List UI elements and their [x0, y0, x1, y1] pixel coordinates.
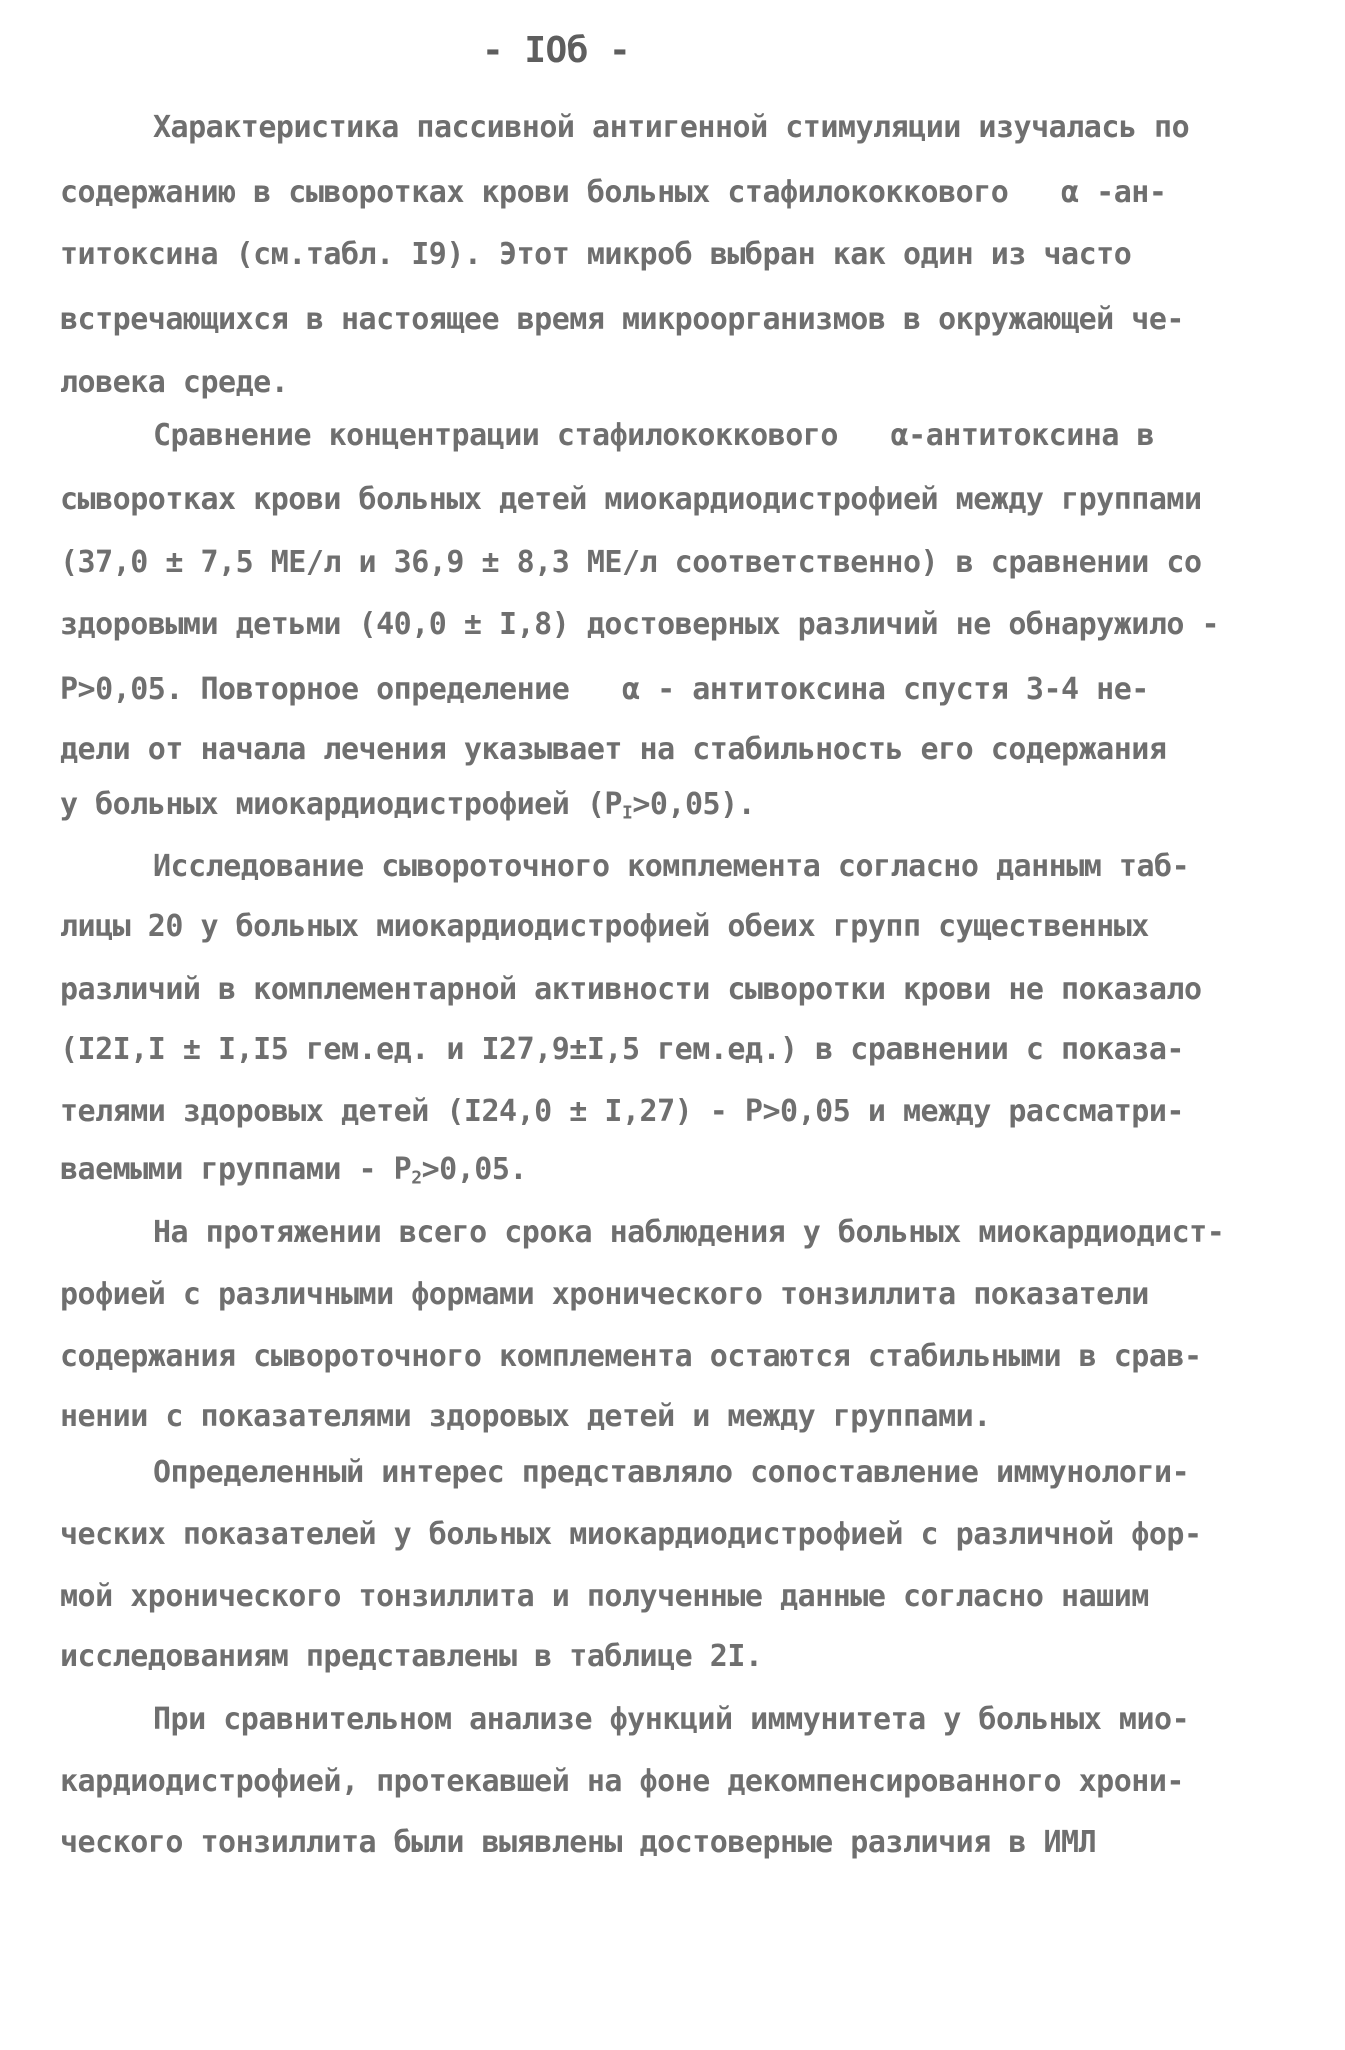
text-line: Р>0,05. Повторное определение α - антитоксина спустя 3-4 не- [60, 672, 1149, 707]
text-line: мой хронического тонзиллита и полученные данные согласно нашим [60, 1579, 1149, 1614]
text-fragment: ваемыми группами - Р [60, 1152, 412, 1187]
text-fragment: >0,05). [632, 787, 756, 822]
text-line: При сравнительном анализе функций иммунитета у больных мио- [153, 1702, 1190, 1737]
text-line: здоровыми детьми (40,0 ± I,8) достоверных различий не обнаружило - [60, 607, 1220, 642]
text-line: ческих показателей у больных миокардиодистрофией с различной фор- [60, 1517, 1202, 1552]
text-fragment: у больных миокардиодистрофией (Р [60, 787, 622, 822]
text-line: рофией с различными формами хронического тонзиллита показатели [60, 1277, 1149, 1312]
text-line: Определенный интерес представляло сопоставление иммунологи- [153, 1455, 1190, 1490]
subscript: I [621, 802, 633, 824]
text-line: телями здоровых детей (I24,0 ± I,27) - Р>0,05 и между рассматри- [60, 1094, 1184, 1129]
page-number: - IOб - [482, 30, 631, 71]
text-line [60, 1152, 527, 1189]
text-line: сыворотках крови больных детей миокардиодистрофией между группами [60, 482, 1202, 517]
text-line: На протяжении всего срока наблюдения у больных миокардиодист- [153, 1215, 1225, 1250]
text-line: встречающихся в настоящее время микроорганизмов в окружающей че- [60, 302, 1184, 337]
text-line: нении с показателями здоровых детей и между группами. [60, 1399, 991, 1434]
text-line: (37,0 ± 7,5 МЕ/л и 36,9 ± 8,3 МЕ/л соответственно) в сравнении со [60, 545, 1202, 580]
text-line [60, 787, 756, 824]
text-line: кардиодистрофией, протекавшей на фоне декомпенсированного хрони- [60, 1764, 1184, 1799]
text-fragment: >0,05. [421, 1152, 527, 1187]
text-line: ческого тонзиллита были выявлены достоверные различия в ИМЛ [60, 1825, 1097, 1860]
text-line: Характеристика пассивной антигенной стимуляции изучалась по [153, 110, 1190, 145]
text-line: ловека среде. [60, 365, 289, 400]
text-line: Исследование сывороточного комплемента согласно данным таб- [153, 849, 1190, 884]
text-line: (I2I,I ± I,I5 гем.ед. и I27,9±I,5 гем.ед.) в сравнении с показа- [60, 1032, 1184, 1067]
text-line: исследованиям представлены в таблице 2I. [60, 1639, 763, 1674]
text-line: дели от начала лечения указывает на стабильность его содержания [60, 732, 1167, 767]
text-line: титоксина (см.табл. I9). Этот микроб выбран как один из часто [60, 237, 1132, 272]
subscript: 2 [411, 1167, 422, 1189]
text-line: Сравнение концентрации стафилококкового α-антитоксина в [153, 418, 1155, 453]
text-line: содержания сывороточного комплемента остаются стабильными в срав- [60, 1339, 1202, 1374]
text-line: содержанию в сыворотках крови больных стафилококкового α -ан- [60, 175, 1167, 210]
text-line: различий в комплементарной активности сыворотки крови не показало [60, 972, 1202, 1007]
text-line: лицы 20 у больных миокардиодистрофией обеих групп существенных [60, 909, 1149, 944]
